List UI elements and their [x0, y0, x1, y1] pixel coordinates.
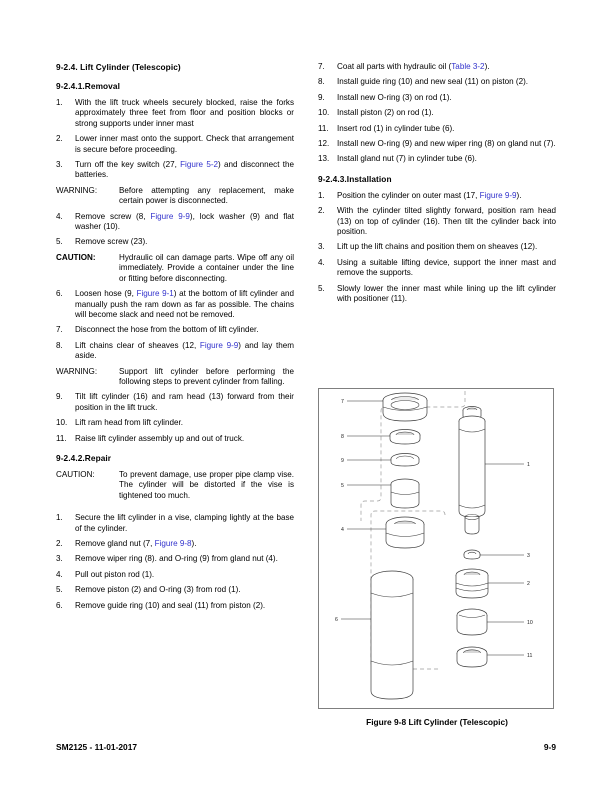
caution-label: CAUTION:: [56, 469, 95, 479]
step-number: 8.: [318, 77, 325, 87]
callout-number: 5: [341, 483, 344, 489]
list-item: [318, 191, 556, 201]
step-text: Insert rod (1) in cylinder tube (6).: [337, 123, 455, 133]
part-gland-nut: [383, 393, 427, 421]
step-text: Remove screw (23).: [75, 237, 148, 247]
subsection-heading-repair: 9-2.4.2.Repair: [56, 452, 112, 463]
list-item: [56, 585, 294, 595]
step-text: Remove guide ring (10) and seal (11) from piston (2).: [75, 600, 266, 610]
step-text: Raise lift cylinder assembly up and out of truck.: [75, 433, 245, 443]
figure-reference-link[interactable]: Figure 9-9: [150, 211, 190, 221]
callout-number: 10: [527, 620, 533, 626]
list-item: [56, 212, 294, 233]
callout-number: 7: [341, 399, 344, 405]
step-number: 9.: [318, 92, 325, 102]
step-number: 6.: [56, 600, 63, 610]
step-text: Pull out piston rod (1).: [75, 569, 155, 579]
list-item: [56, 434, 294, 444]
step-text-post: ) at the bottom of lift cylinder and manually push the ram down as far as possible. The chains will become slack and need not be removed.: [75, 289, 295, 319]
step-text: Lift ram head from lift cylinder.: [75, 418, 183, 428]
caution-block: [56, 253, 294, 284]
part-bushing: [391, 479, 419, 508]
step-number: 3.: [56, 554, 63, 564]
list-item: [56, 539, 294, 549]
figure-reference-link[interactable]: Figure 9-8: [154, 539, 192, 548]
part-o-ring-gland: [391, 454, 419, 467]
step-text: Using a suitable lifting device, support the inner mast and remove the supports.: [337, 257, 556, 278]
step-text: [75, 341, 294, 362]
caution-text: To prevent damage, use proper pipe clamp vise. The cylinder will be distorted if the vise is tightened too much.: [119, 469, 294, 500]
step-text: [75, 539, 294, 549]
callout-number: 9: [341, 458, 344, 464]
warning-text: Support lift cylinder before performing the following steps to prevent cylinder from falling.: [119, 366, 294, 386]
step-text-pre: Remove screw (8,: [75, 211, 151, 221]
callout-number: 6: [335, 617, 338, 623]
step-number: 2.: [318, 206, 325, 216]
callout-number: 11: [527, 653, 533, 659]
list-item: [56, 418, 294, 428]
footer-page-number: 9-9: [543, 742, 556, 752]
step-number: 11.: [318, 123, 329, 133]
step-number: 2.: [56, 134, 63, 144]
step-text: Install piston (2) on rod (1).: [337, 108, 434, 118]
step-text: [75, 160, 294, 181]
list-item: [318, 154, 556, 164]
step-number: 1.: [56, 98, 63, 107]
list-item: [56, 513, 294, 534]
part-wiper-ring: [390, 430, 420, 445]
warning-block: [56, 367, 294, 388]
figure-9-8: [318, 388, 556, 727]
step-number: 8.: [56, 340, 63, 350]
exploded-view-diagram: [319, 389, 553, 708]
step-text: Slowly lower the inner mast while lining up the lift cylinder with positioner (11).: [337, 283, 556, 304]
step-number: 7.: [318, 62, 325, 71]
callout-number: 4: [341, 527, 344, 533]
figure-reference-link[interactable]: Figure 9-9: [199, 340, 239, 350]
list-item: [318, 62, 556, 72]
warning-label: WARNING:: [56, 185, 98, 195]
step-text: Remove wiper ring (8). and O-ring (9) from gland nut (4).: [75, 554, 278, 564]
step-number: 1.: [318, 190, 325, 200]
figure-reference-link[interactable]: Figure 9-9: [479, 190, 517, 200]
step-text-post: ).: [484, 62, 490, 71]
list-item: [318, 206, 556, 237]
step-text-pre: Lift chains clear of sheaves (12,: [75, 340, 200, 350]
step-number: 3.: [318, 242, 325, 252]
footer-document-id: SM2125 - 11-01-2017: [56, 742, 138, 752]
step-text-pre: Position the cylinder on outer mast (17,: [337, 190, 480, 200]
part-piston-rod: [459, 407, 485, 535]
step-text: [75, 289, 294, 320]
step-text-pre: Remove gland nut (7,: [75, 539, 155, 548]
step-number: 4.: [56, 211, 63, 221]
step-text: Lower inner mast onto the support. Check that arrangement is secure before proceeding.: [75, 134, 294, 154]
warning-text: Before attempting any replacement, make certain power is disconnected.: [119, 185, 294, 206]
caution-label: CAUTION:: [56, 252, 96, 262]
list-item: [56, 601, 294, 611]
step-text: With the lift truck wheels securely blocked, raise the forks approximately three feet from floor and position blocks or strong supports under inner mast: [75, 98, 294, 128]
step-text: Install gland nut (7) in cylinder tube (6).: [337, 154, 477, 164]
step-text: Remove piston (2) and O-ring (3) from rod (1).: [75, 585, 241, 595]
step-number: 4.: [56, 569, 63, 579]
caution-block: [56, 470, 294, 501]
part-seal: [457, 647, 487, 667]
subsection-heading-installation: 9-2.4.3.Installation: [318, 173, 392, 184]
part-cylinder-tube: [371, 571, 413, 699]
list-item: [56, 134, 294, 155]
list-item: [56, 160, 294, 181]
step-number: 9.: [56, 392, 63, 402]
step-text-post: ) and lay them aside.: [75, 340, 295, 361]
step-number: 12.: [318, 139, 330, 149]
step-text-pre: Coat all parts with hydraulic oil (: [337, 62, 452, 71]
list-item: [56, 237, 294, 247]
list-item: [318, 108, 556, 118]
right-column: [318, 62, 556, 310]
list-item: [318, 284, 556, 305]
callout-number: 8: [341, 434, 344, 440]
step-text: Install guide ring (10) and new seal (11) on piston (2).: [337, 77, 529, 87]
figure-caption: Figure 9-8 Lift Cylinder (Telescopic): [366, 717, 508, 727]
step-text-post: ), lock washer (9) and flat washer (10).: [75, 211, 294, 232]
part-gland-bushing: [386, 517, 424, 548]
callout-number: 1: [527, 462, 530, 468]
step-number: 7.: [56, 325, 63, 335]
step-number: 2.: [56, 539, 63, 548]
step-number: 1.: [56, 513, 63, 523]
figure-image-frame: [318, 388, 554, 709]
list-item: [318, 258, 556, 279]
step-number: 4.: [318, 257, 325, 267]
left-column: [56, 62, 294, 616]
step-number: 6.: [56, 289, 63, 299]
list-item: [318, 139, 556, 149]
table-reference-link[interactable]: Table 3-2: [451, 62, 485, 71]
step-text-post: ) and disconnect the batteries.: [75, 160, 294, 180]
step-text: Lift up the lift chains and position them on sheaves (12).: [337, 242, 538, 252]
caution-text: Hydraulic oil can damage parts. Wipe off any oil immediately. Provide a container under the line or fitting before disconnecting.: [119, 252, 294, 283]
step-number: 3.: [56, 160, 63, 170]
warning-block: [56, 186, 294, 207]
step-text: [337, 62, 556, 72]
part-o-ring-piston: [464, 550, 480, 559]
step-text: [337, 191, 556, 201]
list-item: [56, 341, 294, 362]
step-text-post: ).: [516, 190, 522, 200]
list-item: [56, 325, 294, 335]
step-number: 11.: [56, 433, 67, 443]
list-item: [56, 289, 294, 320]
step-text: Tilt lift cylinder (16) and ram head (13) forward from their position in the lift truck.: [75, 392, 294, 412]
step-number: 10.: [56, 418, 68, 428]
callout-number: 2: [527, 581, 530, 587]
step-text: Install new O-ring (3) on rod (1).: [337, 92, 452, 102]
part-guide-ring: [457, 609, 487, 635]
list-item: [318, 93, 556, 103]
list-item: [56, 554, 294, 564]
step-text: [75, 212, 294, 233]
subsection-heading-removal: 9-2.4.1.Removal: [56, 81, 120, 91]
step-number: 10.: [318, 108, 330, 118]
step-number: 5.: [318, 283, 325, 293]
step-text: Install new O-ring (9) and new wiper ring (8) on gland nut (7).: [337, 139, 556, 149]
list-item: [56, 570, 294, 580]
step-text-post: ).: [191, 539, 197, 548]
list-item: [318, 242, 556, 252]
step-text: With the cylinder tilted slightly forward, position ram head (13) on top of cylinder (16). Then tilt the cylinder back into position.: [337, 206, 556, 237]
figure-reference-link[interactable]: Figure 5-2: [180, 160, 219, 170]
step-number: 5.: [56, 237, 63, 247]
step-number: 13.: [318, 154, 330, 164]
step-text-pre: Loosen hose (9,: [75, 289, 137, 299]
list-item: [56, 392, 294, 413]
section-heading: 9-2.4. Lift Cylinder (Telescopic): [56, 62, 181, 72]
part-piston: [456, 569, 488, 598]
step-number: 5.: [56, 585, 63, 595]
callout-number: 3: [527, 553, 530, 559]
list-item: [56, 98, 294, 129]
step-text-pre: Turn off the key switch (27,: [75, 160, 181, 170]
step-text: Disconnect the hose from the bottom of lift cylinder.: [75, 325, 259, 335]
figure-reference-link[interactable]: Figure 9-1: [136, 289, 174, 299]
warning-label: WARNING:: [56, 366, 98, 376]
list-item: [318, 77, 556, 87]
list-item: [318, 124, 556, 134]
step-text: Secure the lift cylinder in a vise, clamping lightly at the base of the cylinder.: [75, 513, 294, 533]
